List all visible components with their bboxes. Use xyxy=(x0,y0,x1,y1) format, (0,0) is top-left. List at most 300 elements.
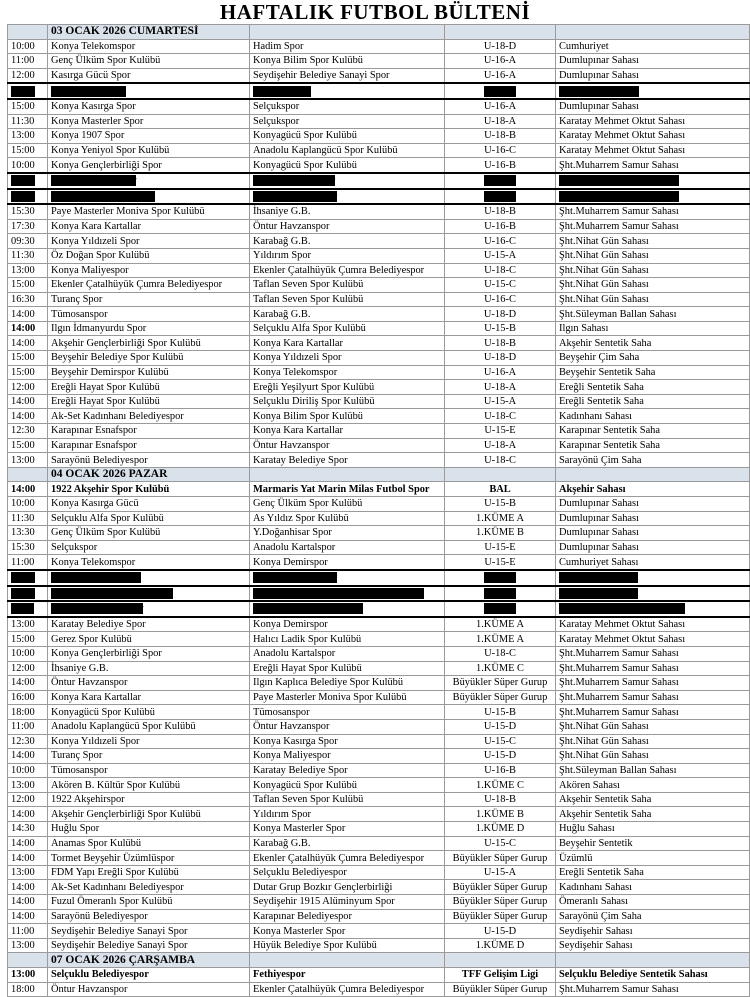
home-team: İhsaniye G.B. xyxy=(51,662,109,674)
league-group: Büyükler Süper Gurup xyxy=(452,852,548,864)
venue: Kadınhanı Sahası xyxy=(559,410,633,422)
league-group-cell xyxy=(445,83,556,99)
league-group: U-18-B xyxy=(484,130,516,142)
league-group: U-15-E xyxy=(484,556,516,568)
match-time: 16:30 xyxy=(11,293,35,305)
away-team-cell xyxy=(250,822,445,837)
match-row xyxy=(8,321,750,336)
match-time: 12:30 xyxy=(11,425,35,437)
match-row xyxy=(8,924,750,939)
away-team: Karapınar Belediyespor xyxy=(253,910,352,922)
venue: Cumhuriyet xyxy=(559,40,609,52)
match-time: 14:30 xyxy=(11,823,35,835)
venue: Şht.Muharrem Samur Sahası xyxy=(559,648,679,660)
away-team-cell xyxy=(250,204,445,219)
match-row xyxy=(8,632,750,647)
away-team-cell xyxy=(250,394,445,409)
header-empty-cell xyxy=(556,953,750,968)
away-team-cell xyxy=(250,143,445,158)
venue: Karatay Mehmet Oktut Sahası xyxy=(559,603,686,615)
home-team-cell xyxy=(48,895,250,910)
venue-cell xyxy=(556,555,750,570)
away-team-cell xyxy=(250,617,445,632)
match-time: 14:00 xyxy=(11,410,35,422)
venue-cell xyxy=(556,909,750,924)
venue: Dumlupınar Sahası xyxy=(559,527,639,539)
home-team-cell xyxy=(48,365,250,380)
venue-cell xyxy=(556,114,750,129)
home-team: Karatay Belediye Spor xyxy=(51,619,146,631)
league-group: U-18-C xyxy=(484,410,516,422)
venue-cell xyxy=(556,778,750,793)
home-team: Konya Masterler Spor xyxy=(51,115,144,127)
match-row xyxy=(8,234,750,249)
match-time: 15:00 xyxy=(11,279,35,291)
match-time-cell xyxy=(8,394,48,409)
venue: Cumhuriyet Sahası xyxy=(559,587,639,599)
home-team-cell xyxy=(48,39,250,54)
league-group-cell xyxy=(445,705,556,720)
match-row xyxy=(8,248,750,263)
league-group-cell xyxy=(445,924,556,939)
venue-cell xyxy=(556,938,750,953)
match-time: 11:30 xyxy=(11,115,35,127)
home-team: Konya Telekomspor xyxy=(51,40,136,52)
away-team: Taflan Seven Spor Kulübü xyxy=(253,794,364,806)
match-time: 11:30 xyxy=(11,250,35,262)
venue-cell xyxy=(556,83,750,99)
match-time-cell xyxy=(8,307,48,322)
away-team: Genç Ülküm Spor Kulübü xyxy=(253,498,363,510)
league-group: U-18-B xyxy=(484,337,516,349)
match-time: 14:00 xyxy=(11,837,35,849)
league-group: Büyükler Süper Gurup xyxy=(452,910,548,922)
home-team-cell xyxy=(48,749,250,764)
away-team: Ekenler Çatalhüyük Çumra Belediyespor xyxy=(253,852,425,864)
away-team-cell xyxy=(250,586,445,602)
league-group-cell xyxy=(445,189,556,205)
away-team-cell xyxy=(250,54,445,69)
match-time-cell xyxy=(8,586,48,602)
home-team: Turanç Spor xyxy=(51,750,103,762)
league-group-cell xyxy=(445,321,556,336)
match-time: 15:00 xyxy=(11,145,35,157)
away-team: Selçuklu Belediyespor xyxy=(253,867,347,879)
league-group-cell xyxy=(445,263,556,278)
match-time: 14:00 xyxy=(11,587,35,599)
home-team: Konya Gençlerbirliği Spor xyxy=(51,159,162,171)
home-team-cell xyxy=(48,617,250,632)
match-time-cell xyxy=(8,646,48,661)
away-team: Taflan Seven Spor Kulübü xyxy=(253,293,364,305)
league-group: U-15-C xyxy=(484,735,516,747)
match-row xyxy=(8,83,750,99)
match-time-cell xyxy=(8,409,48,424)
league-group-cell xyxy=(445,453,556,468)
away-team-cell xyxy=(250,661,445,676)
home-team: Ekenler Çatalhüyük Çumra Belediyespor xyxy=(51,279,223,291)
league-group: Büyükler Süper Gurup xyxy=(452,983,548,995)
league-group: U-16-A xyxy=(483,55,517,67)
league-group-cell xyxy=(445,617,556,632)
away-team-cell xyxy=(250,39,445,54)
home-team-cell xyxy=(48,83,250,99)
home-team-cell xyxy=(48,705,250,720)
match-row xyxy=(8,792,750,807)
league-group: U-18-D xyxy=(483,308,517,320)
match-time: 14:00 xyxy=(11,396,35,408)
league-group: Büyükler Süper Gurup xyxy=(452,677,548,689)
match-row xyxy=(8,173,750,189)
venue: Akören Sahası xyxy=(559,779,620,791)
match-time-cell xyxy=(8,129,48,144)
away-team: Ilgın Kaplıca Belediye Spor Kulübü xyxy=(253,677,404,689)
venue: Sarayönü Çim Saha xyxy=(559,454,642,466)
header-empty-cell xyxy=(250,25,445,40)
league-group-cell xyxy=(445,865,556,880)
match-time: 12:00 xyxy=(11,70,35,82)
home-team-cell xyxy=(48,54,250,69)
venue: Akşehir Sentetik Saha xyxy=(559,794,652,806)
away-team: Konya Kasırga Spor xyxy=(253,735,338,747)
venue-cell xyxy=(556,68,750,83)
header-empty-cell xyxy=(445,467,556,482)
away-team: Taflan Seven Spor Kulübü xyxy=(253,279,364,291)
away-team-cell xyxy=(250,601,445,617)
home-team-cell xyxy=(48,646,250,661)
home-team-cell xyxy=(48,173,250,189)
home-team-cell xyxy=(48,924,250,939)
league-group: U-15-B xyxy=(484,323,516,335)
away-team-cell xyxy=(250,895,445,910)
away-team-cell xyxy=(250,690,445,705)
home-team: Konya Gücü Spor xyxy=(51,85,127,97)
home-team: Genç Ülküm Spor Kulübü xyxy=(51,55,161,67)
league-group-cell xyxy=(445,248,556,263)
away-team-cell xyxy=(250,705,445,720)
venue-cell xyxy=(556,438,750,453)
home-team-cell xyxy=(48,438,250,453)
venue-cell xyxy=(556,307,750,322)
league-group-cell xyxy=(445,114,556,129)
league-group: U-15-B xyxy=(484,498,516,510)
away-team: Konya Telekomspor xyxy=(253,572,338,584)
match-row xyxy=(8,278,750,293)
venue-cell xyxy=(556,601,750,617)
league-group: 1.KÜME D xyxy=(475,823,525,835)
home-team: Konya Karatay Spor xyxy=(51,175,137,187)
venue: Karatay Mehmet Oktut Sahası xyxy=(559,619,686,631)
match-time-cell xyxy=(8,54,48,69)
league-group-cell xyxy=(445,351,556,366)
match-time-cell xyxy=(8,482,48,497)
league-group-cell xyxy=(445,409,556,424)
away-team-cell xyxy=(250,763,445,778)
home-team-cell xyxy=(48,661,250,676)
home-team-cell xyxy=(48,968,250,983)
header-empty-cell xyxy=(556,25,750,40)
league-group: U-16-C xyxy=(484,145,516,157)
venue-cell xyxy=(556,365,750,380)
match-time: 10:00 xyxy=(11,764,35,776)
match-row xyxy=(8,807,750,822)
venue-cell xyxy=(556,880,750,895)
home-team: Ak-Set Kadınhanı Belediyespor xyxy=(51,410,184,422)
match-row xyxy=(8,114,750,129)
league-group-cell xyxy=(445,586,556,602)
header-time-cell xyxy=(8,467,48,482)
home-team-cell xyxy=(48,278,250,293)
match-time: 14:00 xyxy=(11,308,35,320)
home-team-cell xyxy=(48,394,250,409)
away-team: Paye Masterler Moniva Spor Kulübü xyxy=(253,692,407,704)
venue: Akşehir Sahası xyxy=(559,483,626,495)
day-header-label: 07 OCAK 2026 ÇARŞAMBA xyxy=(48,953,250,968)
away-team: Yıldırım Spor xyxy=(253,808,312,820)
league-group: U-14-B xyxy=(484,85,516,97)
away-team-cell xyxy=(250,540,445,555)
league-group-cell xyxy=(445,438,556,453)
away-team-cell xyxy=(250,351,445,366)
away-team-cell xyxy=(250,129,445,144)
match-row xyxy=(8,380,750,395)
venue-cell xyxy=(556,807,750,822)
match-time-cell xyxy=(8,734,48,749)
league-group-cell xyxy=(445,822,556,837)
match-row xyxy=(8,54,750,69)
home-team-cell xyxy=(48,601,250,617)
match-time: 14:00 xyxy=(11,323,36,335)
league-group: 1.KÜME C xyxy=(476,779,524,791)
match-time: 15:00 xyxy=(11,439,35,451)
home-team-cell xyxy=(48,807,250,822)
venue-cell xyxy=(556,380,750,395)
home-team-cell xyxy=(48,822,250,837)
match-time-cell xyxy=(8,601,48,617)
venue: Karapınar Sentetik Saha xyxy=(559,425,660,437)
bulletin-title: HAFTALIK FUTBOL BÜLTENİ xyxy=(219,0,531,24)
match-time-cell xyxy=(8,982,48,997)
home-team-cell xyxy=(48,734,250,749)
league-group: U-15-A xyxy=(483,396,517,408)
league-group-cell xyxy=(445,661,556,676)
match-time: 14:00 xyxy=(11,852,35,864)
header-empty-cell xyxy=(556,467,750,482)
venue: Şht.Nihat Gün Sahası xyxy=(559,264,649,276)
venue-cell xyxy=(556,511,750,526)
away-team-cell xyxy=(250,248,445,263)
venue-cell xyxy=(556,822,750,837)
league-group-cell xyxy=(445,424,556,439)
league-group-cell xyxy=(445,54,556,69)
home-team-cell xyxy=(48,424,250,439)
home-team: Akşehir Gençlerbirliği Spor Kulübü xyxy=(51,808,201,820)
match-time: 14:00 xyxy=(11,190,35,202)
venue: Şht.Muharrem Samur Sahası xyxy=(559,190,679,202)
away-team-cell xyxy=(250,219,445,234)
match-time-cell xyxy=(8,68,48,83)
league-group: U-14-B xyxy=(484,603,516,615)
away-team-cell xyxy=(250,336,445,351)
home-team: Konya Kasırga Spor xyxy=(51,101,136,113)
away-team-cell xyxy=(250,424,445,439)
venue-cell xyxy=(556,204,750,219)
day-header-row xyxy=(8,953,750,968)
league-group-cell xyxy=(445,749,556,764)
away-team: Ekenler Çatalhüyük Çumra Belediyespor xyxy=(253,587,425,599)
away-team: Konya Bilim Spor Kulübü xyxy=(253,55,363,67)
home-team: Tümosanspor xyxy=(51,764,108,776)
match-time-cell xyxy=(8,336,48,351)
venue-cell xyxy=(556,321,750,336)
league-group-cell xyxy=(445,851,556,866)
league-group: U-18-A xyxy=(483,115,517,127)
venue: Dumlupınar Sahası xyxy=(559,512,639,524)
home-team: Karapınar Esnafspor xyxy=(51,439,137,451)
match-time-cell xyxy=(8,778,48,793)
match-time-cell xyxy=(8,690,48,705)
league-group: U-15-B xyxy=(484,706,516,718)
league-group-cell xyxy=(445,511,556,526)
league-group: U-18-B xyxy=(484,206,516,218)
match-row xyxy=(8,895,750,910)
match-time: 13:00 xyxy=(11,264,35,276)
league-group: U-16-A xyxy=(483,366,517,378)
venue-cell xyxy=(556,734,750,749)
league-group-cell xyxy=(445,646,556,661)
match-row xyxy=(8,129,750,144)
match-time: 14:00 xyxy=(11,85,35,97)
match-time-cell xyxy=(8,263,48,278)
away-team: Hüyük Belediye Spor Kulübü xyxy=(253,940,377,952)
home-team: Konya Kara Kartallar xyxy=(51,572,142,584)
venue-cell xyxy=(556,39,750,54)
league-group-cell xyxy=(445,380,556,395)
league-group-cell xyxy=(445,129,556,144)
venue-cell xyxy=(556,394,750,409)
league-group: U-16-C xyxy=(484,293,516,305)
match-time-cell xyxy=(8,424,48,439)
away-team-cell xyxy=(250,497,445,512)
away-team-cell xyxy=(250,924,445,939)
match-row xyxy=(8,938,750,953)
match-row xyxy=(8,204,750,219)
match-row xyxy=(8,158,750,173)
league-group-cell xyxy=(445,482,556,497)
away-team-cell xyxy=(250,292,445,307)
home-team: Selçuklu Diriliş Spor Kulübü xyxy=(51,587,173,599)
venue: Şht.Nihat Gün Sahası xyxy=(559,750,649,762)
away-team: Konya Bilim Spor Kulübü xyxy=(253,603,363,615)
away-team-cell xyxy=(250,982,445,997)
venue: Dumlupınar Sahası xyxy=(559,101,639,113)
league-group: U-16-A xyxy=(483,101,517,113)
home-team: Selçuklu Belediyespor xyxy=(51,969,149,981)
away-team: Selçukspor xyxy=(253,101,300,113)
match-time-cell xyxy=(8,555,48,570)
home-team: Ereğli Hayat Spor Kulübü xyxy=(51,381,160,393)
league-group-cell xyxy=(445,292,556,307)
home-team-cell xyxy=(48,909,250,924)
home-team: Konya Maliyespor xyxy=(51,264,129,276)
league-group: 1.KÜME A xyxy=(476,633,524,645)
match-row xyxy=(8,586,750,602)
home-team: Seydişehir Belediye Sanayi Spor xyxy=(51,925,188,937)
away-team: Karabağ G.B. xyxy=(253,235,311,247)
venue: Ereğli Sentetik Saha xyxy=(559,396,644,408)
league-group: U-14-B xyxy=(484,175,516,187)
away-team-cell xyxy=(250,321,445,336)
venue-cell xyxy=(556,540,750,555)
match-time-cell xyxy=(8,836,48,851)
match-time: 15:00 xyxy=(11,366,35,378)
home-team: Sarayönü Belediyespor xyxy=(51,910,148,922)
venue-cell xyxy=(556,676,750,691)
match-time-cell xyxy=(8,540,48,555)
home-team: Sarayönü Belediyespor xyxy=(51,454,148,466)
match-time-cell xyxy=(8,158,48,173)
day-header-row xyxy=(8,467,750,482)
league-group: 1.KÜME A xyxy=(476,512,524,524)
venue-cell xyxy=(556,749,750,764)
league-group: U-16-B xyxy=(484,159,516,171)
away-team-cell xyxy=(250,99,445,114)
day-header-label: 04 OCAK 2026 PAZAR xyxy=(48,467,250,482)
away-team: Marmaris Yat Marin Milas Futbol Spor xyxy=(253,483,430,495)
match-time-cell xyxy=(8,661,48,676)
match-time-cell xyxy=(8,39,48,54)
venue-cell xyxy=(556,836,750,851)
match-row xyxy=(8,676,750,691)
match-time-cell xyxy=(8,114,48,129)
match-time: 16:00 xyxy=(11,692,35,704)
home-team: Konya Telekomspor xyxy=(51,556,136,568)
away-team: Fethiyespor xyxy=(253,969,306,981)
home-team-cell xyxy=(48,453,250,468)
venue: Şht.Muharrem Samur Sahası xyxy=(559,692,679,704)
day-header-label: 03 OCAK 2026 CUMARTESİ xyxy=(48,25,250,40)
home-team-cell xyxy=(48,511,250,526)
home-team-cell xyxy=(48,632,250,647)
match-time-cell xyxy=(8,851,48,866)
home-team-cell xyxy=(48,938,250,953)
away-team-cell xyxy=(250,409,445,424)
venue: Ilgın Sahası xyxy=(559,323,609,335)
home-team: 1922 Akşehirspor xyxy=(51,794,125,806)
home-team-cell xyxy=(48,570,250,586)
venue: Şht.Nihat Gün Sahası xyxy=(559,293,649,305)
venue: Şht.Muharrem Samur Sahası xyxy=(559,983,679,995)
venue: Şht.Muharrem Samur Sahası xyxy=(559,175,679,187)
venue-cell xyxy=(556,482,750,497)
away-team-cell xyxy=(250,438,445,453)
venue-cell xyxy=(556,158,750,173)
match-time-cell xyxy=(8,749,48,764)
league-group-cell xyxy=(445,836,556,851)
home-team: Paye Masterler Moniva Spor Kulübü xyxy=(51,206,205,218)
match-row xyxy=(8,292,750,307)
match-time-cell xyxy=(8,351,48,366)
match-row xyxy=(8,646,750,661)
match-time-cell xyxy=(8,632,48,647)
league-group: TFF Gelişim Ligi xyxy=(461,969,539,981)
away-team-cell xyxy=(250,632,445,647)
venue-cell xyxy=(556,336,750,351)
league-group: U-14-B xyxy=(484,572,516,584)
match-time-cell xyxy=(8,705,48,720)
away-team: Anadolu Kartalspor xyxy=(253,648,336,660)
league-group: U-15-E xyxy=(484,425,516,437)
